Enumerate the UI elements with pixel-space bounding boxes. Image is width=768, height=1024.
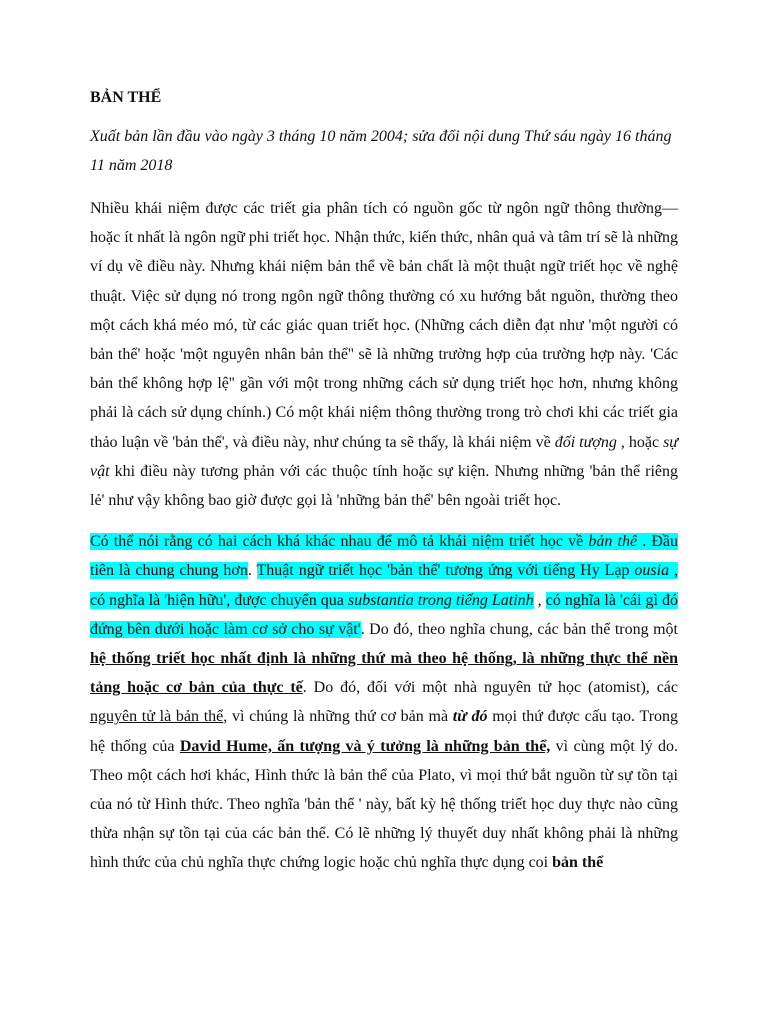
p1-italic-object: đối tượng: [554, 433, 617, 451]
p2-highlight-1: Có thể nói rằng có hai cách khá khác nhau để mô tả khái niệm triết học về: [90, 533, 589, 551]
p2-highlight-4: có nghĩa là 'cái gì đó đứng bên dưới hoặc làm cơ sở cho sự vật': [90, 591, 679, 638]
p1-text-2: , hoặc: [616, 433, 664, 451]
p2-bold-italic-1: từ đó: [452, 708, 488, 726]
p2-highlight-1-italic: bản thể: [588, 533, 638, 551]
p2-bold-1: bản thể: [552, 854, 604, 872]
p2-text-2: . Do đó, đối với một nhà nguyên tử học (atomist), các: [302, 679, 678, 697]
p2-highlight-3-italic: substantia trong tiếng Latinh: [347, 591, 534, 609]
p2-highlight-2: Thuật ngữ triết học 'bản thể' tương ứng với tiếng Hy Lạp: [256, 562, 635, 580]
p2-bold-underline-2: David Hume, ấn tượng và ý tưởng là những bản thể,: [179, 737, 551, 755]
publication-info: Xuất bản lần đầu vào ngày 3 tháng 10 năm 2004; sửa đổi nội dung Thứ sáu ngày 16 tháng 11 năm 2018: [90, 128, 672, 174]
document-page: [90, 88, 678, 890]
p1-text-3: khi điều này tương phản với các thuộc tính hoặc sự kiện. Nhưng những 'bản thể riêng lẻ' như vậy không bao giờ được gọi là 'những bản thể' bên ngoài triết học.: [90, 462, 678, 510]
paragraph-1: [90, 194, 678, 515]
p2-text-1: . Do đó, theo nghĩa chung, các bản thể trong một: [360, 620, 678, 638]
p2-highlight-2-tail: , có nghĩa là 'hiện hữu', được chuyển qua: [90, 562, 679, 609]
p2-sep-2: ,: [533, 591, 546, 609]
p2-highlight-1-tail: . Đầu tiên là chung chung hơn: [90, 533, 679, 580]
p2-text-3: , vì chúng là những thứ cơ bản mà: [223, 708, 453, 726]
p2-text-4: mọi thứ được cấu tạo. Trong hệ thống của: [90, 708, 679, 755]
p2-underline-1: nguyên tử là bản thể: [90, 708, 224, 726]
p2-highlight-2-italic: ousia: [634, 562, 670, 580]
p1-text-1: Nhiều khái niệm được các triết gia phân tích có nguồn gốc từ ngôn ngữ thông thường—hoặc ít nhất là ngôn ngữ phi triết học. Nhận thức, kiến thức, nhân quả và tâm trí sẽ là những ví dụ về điều này. Nhưng khái niệm bản thể về bản chất là một thuật ngữ triết học về nghệ thuật. Việc sử dụng nó trong ngôn ngữ thông thường có xu hướng bắt nguồn, thường theo một cách khá méo mó, từ các giác quan triết học. (Những cách diễn đạt như 'một người có bản thể' hoặc 'một nguyên nhân bản thể'' sẽ là những trường hợp của trường hợp này. 'Các bản thể không hợp lệ'' gần với một trong những cách sử dụng triết học hơn, nhưng không phải là cách sử dụng chính.) Có một khái niệm thông thường trong trò chơi khi các triết gia thảo luận về 'bản thể', và điều này, như chúng ta sẽ thấy, là khái niệm về: [90, 200, 678, 451]
document-title: BẢN THỂ: [90, 89, 162, 106]
paragraph-2: [90, 527, 678, 877]
p1-italic-thing: sự vật: [90, 433, 679, 480]
p2-sep-1: .: [247, 562, 257, 580]
p2-text-5: vì cùng một lý do. Theo một cách hơi khác, Hình thức là bản thể của Plato, vì mọi thứ bắt nguồn từ sự tồn tại của nó từ Hình thức. Theo nghĩa 'bản thể ' này, bất kỳ hệ thống triết học duy thực nào cũng thừa nhận sự tồn tại của các bản thể. Có lẽ những lý thuyết duy nhất không phải là những hình thức của chủ nghĩa thực chứng logic hoặc chủ nghĩa thực dụng coi: [90, 737, 678, 872]
p2-bold-underline-1: hệ thống triết học nhất định là những thứ mà theo hệ thống, là những thực thể nền tảng hoặc cơ bản của thực tế: [90, 650, 678, 697]
